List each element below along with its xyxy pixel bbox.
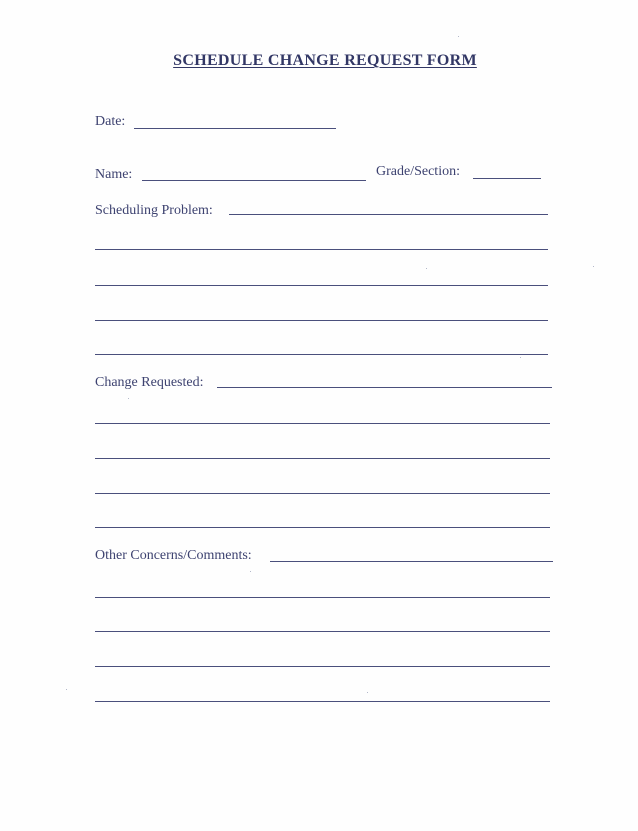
scan-speck [458,36,459,37]
other-concerns-line-1[interactable] [270,561,553,562]
date-field-line[interactable] [134,128,336,129]
scan-speck [250,571,251,572]
other-concerns-line-2[interactable] [95,597,550,598]
scan-speck [367,692,368,693]
change-requested-line-4[interactable] [95,493,550,494]
change-requested-line-5[interactable] [95,527,550,528]
scan-speck [128,398,129,399]
change-requested-line-2[interactable] [95,423,550,424]
scheduling-problem-line-2[interactable] [95,249,548,250]
scan-speck [520,357,521,358]
scan-speck [426,268,427,269]
date-label: Date: [95,114,126,129]
scheduling-problem-line-5[interactable] [95,354,548,355]
other-concerns-line-3[interactable] [95,631,550,632]
other-concerns-line-4[interactable] [95,666,550,667]
grade-section-field-line[interactable] [473,178,541,179]
scheduling-problem-line-1[interactable] [229,214,548,215]
scheduling-problem-label: Scheduling Problem: [95,203,213,218]
form-title: SCHEDULE CHANGE REQUEST FORM [173,52,477,69]
change-requested-line-1[interactable] [217,387,552,388]
grade-section-label: Grade/Section: [376,164,460,179]
scan-speck [66,689,67,690]
other-concerns-line-5[interactable] [95,701,550,702]
other-concerns-label: Other Concerns/Comments: [95,548,252,563]
change-requested-label: Change Requested: [95,375,204,390]
scheduling-problem-line-3[interactable] [95,285,548,286]
name-field-line[interactable] [142,180,366,181]
change-requested-line-3[interactable] [95,458,550,459]
name-label: Name: [95,167,133,182]
scheduling-problem-line-4[interactable] [95,320,548,321]
scan-speck [593,266,594,267]
